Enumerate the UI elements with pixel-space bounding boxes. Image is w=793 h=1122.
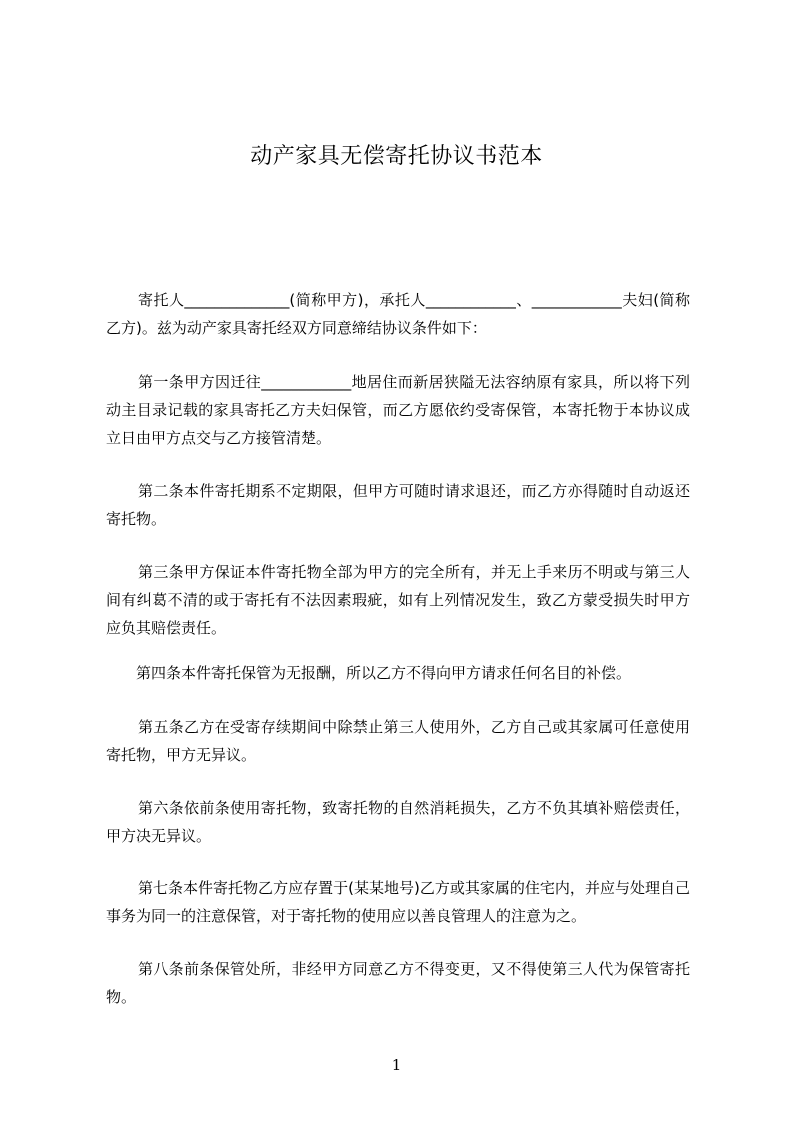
intro-paragraph: 寄托人______________(简称甲方)，承托人____________、____________夫妇(简称乙方)。兹为动产家具寄托经双方同意缔结协议条件如下： <box>106 291 690 337</box>
article-1-paragraph: 第一条甲方因迁往____________地居住而新居狭隘无法容纳原有家具，所以将下列动主目录记载的家具寄托乙方夫妇保管，而乙方愿依约受寄保管，本寄托物于本协议成立日由甲方点交与乙方接管清楚。 <box>106 373 690 447</box>
article-2-paragraph: 第二条本件寄托期系不定期限，但甲方可随时请求退还，而乙方亦得随时自动返还寄托物。 <box>106 482 690 528</box>
article-7-paragraph: 第七条本件寄托物乙方应存置于(某某地号)乙方或其家属的住宅内，并应与处理自己事务为同一的注意保管，对于寄托物的使用应以善良管理人的注意为之。 <box>106 879 690 925</box>
page-number: 1 <box>391 1056 402 1074</box>
article-8-paragraph: 第八条前条保管处所，非经甲方同意乙方不得变更，又不得使第三人代为保管寄托物。 <box>106 960 690 1006</box>
article-3-paragraph: 第三条甲方保证本件寄托物全部为甲方的完全所有，并无上手来历不明或与第三人间有纠葛不清的或于寄托有不法因素瑕疵，如有上列情况发生，致乙方蒙受损失时甲方应负其赔偿责任。 <box>106 563 690 637</box>
document-title: 动产家具无偿寄托协议书范本 <box>250 144 543 169</box>
article-6-paragraph: 第六条依前条使用寄托物，致寄托物的自然消耗损失，乙方不负其填补赔偿责任，甲方决无异议。 <box>106 799 690 845</box>
article-4-paragraph: 第四条本件寄托保管为无报酬，所以乙方不得向甲方请求任何名目的补偿。 <box>136 664 632 682</box>
article-5-paragraph: 第五条乙方在受寄存续期间中除禁止第三人使用外，乙方自己或其家属可任意使用寄托物，甲方无异议。 <box>106 718 690 764</box>
